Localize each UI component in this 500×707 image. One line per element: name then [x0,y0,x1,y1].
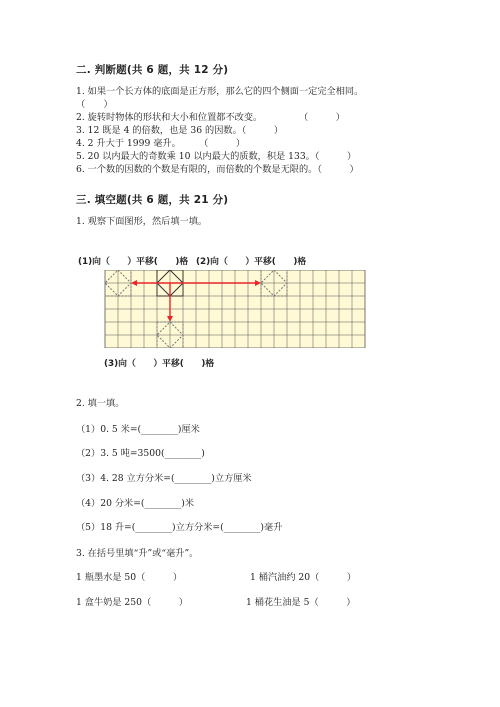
judge-item-1-answer: （ ） [76,99,113,110]
judge-item-2: 2. 旋转时物体的形状和大小和位置都不改变。 （ ） [76,112,345,123]
fill-q2-item-2: （2）3. 5 吨=3500(________) [76,448,205,459]
fill-q3-prompt: 3. 在括号里填“升”或“毫升”。 [76,548,199,559]
judge-item-1: 1. 如果一个长方体的底面是正方形，那么它的四个侧面一定完全相同。 [76,86,364,97]
judge-item-5: 5. 20 以内最大的奇数乘 10 以内最大的质数，积是 133。（ ） [76,151,357,162]
figure-label-2: (2)向（ ）平移( )格 [196,257,307,267]
fill-q2-item-1: （1）0. 5 米=(________)厘米 [76,424,200,435]
fill-q3-item-4: 1 桶花生油是 5（ ） [246,597,356,608]
judge-item-3: 3. 12 既是 4 的倍数，也是 36 的因数。（ ） [76,125,284,136]
fill-q2-item-5: （5）18 升=(________)立方分米=(________)毫升 [76,522,283,533]
fill-q2-prompt: 2. 填一填。 [76,398,125,409]
translation-grid-figure [103,270,375,352]
section2-heading: 二. 判断题(共 6 题，共 12 分) [76,64,229,76]
section3-heading: 三. 填空题(共 6 题，共 21 分) [76,194,229,206]
figure-label-3: (3)向（ ）平移( )格 [104,359,215,369]
translation-grid [103,270,375,348]
fill-q3-item-2: 1 桶汽油约 20（ ） [250,572,357,583]
fill-q2-item-3: （3）4. 28 立方分米=(________)立方厘米 [76,473,252,484]
judge-item-4: 4. 2 升大于 1999 毫升。 （ ） [76,138,246,149]
fill-q3-item-1: 1 瓶墨水是 50（ ） [76,572,183,583]
fill-q2-item-4: （4）20 分米=(________)米 [76,498,195,509]
figure-label-1: (1)向（ ）平移( )格 [78,257,189,267]
fill-q3-item-3: 1 盒牛奶是 250（ ） [76,597,188,608]
fill-q1-prompt: 1. 观察下面图形，然后填一填。 [76,216,208,227]
judge-item-6: 6. 一个数的因数的个数是有限的，而倍数的个数是无限的。（ ） [76,164,359,175]
